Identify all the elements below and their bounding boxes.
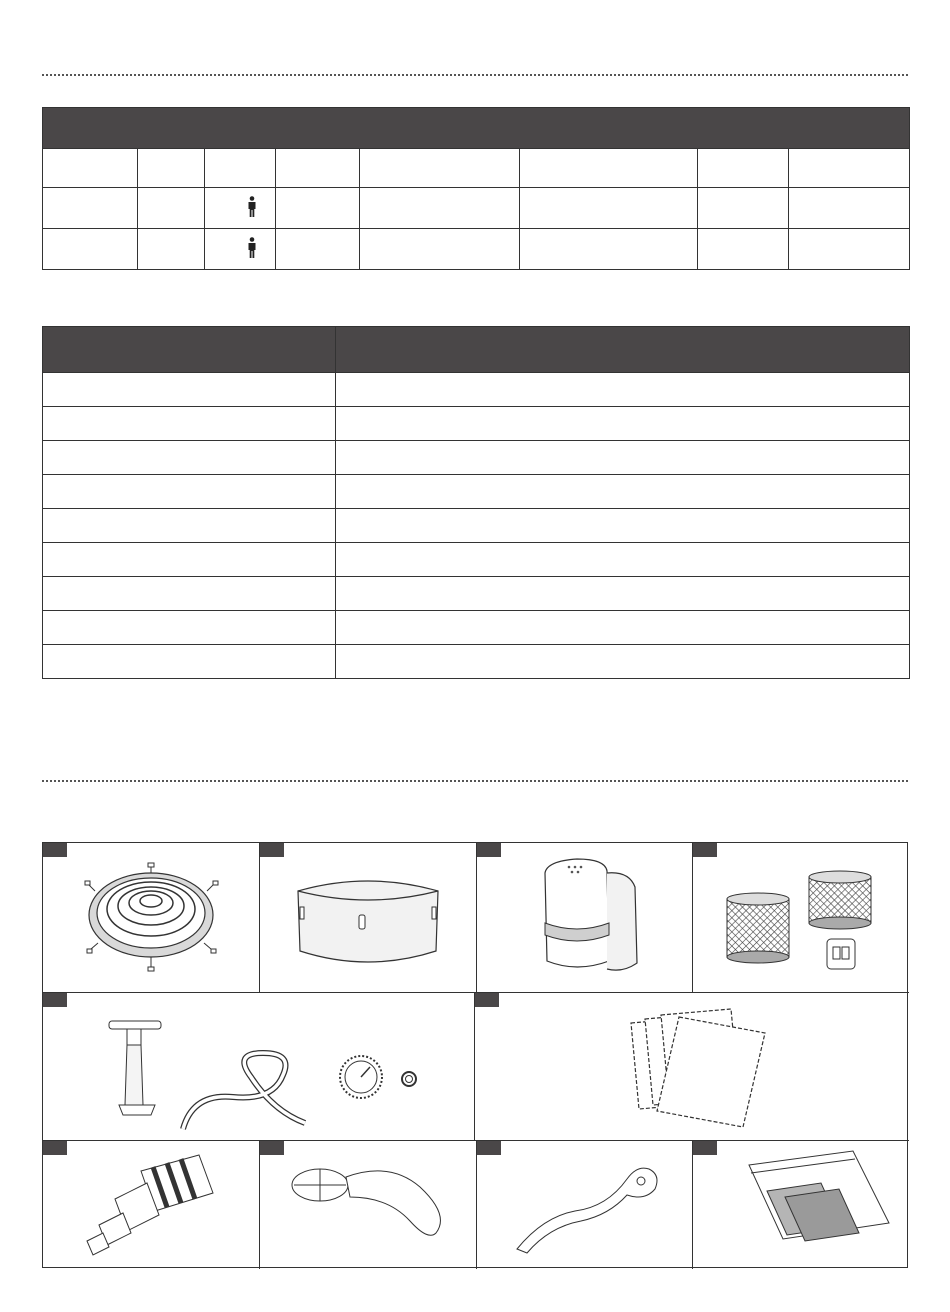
feature-row bbox=[43, 645, 910, 679]
person-icon bbox=[247, 237, 257, 259]
part-cell-5 bbox=[43, 993, 475, 1141]
spec-header-cell bbox=[698, 149, 789, 188]
spec-cell bbox=[276, 188, 360, 229]
parts-grid bbox=[42, 842, 908, 1268]
part-cell-9 bbox=[477, 1141, 693, 1269]
spec-table-title-row bbox=[43, 108, 910, 149]
spec-cell bbox=[789, 188, 910, 229]
spec-cell bbox=[43, 229, 138, 270]
feature-cell bbox=[43, 577, 336, 611]
feature-cell bbox=[336, 441, 910, 475]
spec-header-cell bbox=[520, 149, 698, 188]
control-unit-icon bbox=[477, 843, 693, 993]
feature-cell bbox=[43, 475, 336, 509]
feature-row bbox=[43, 509, 910, 543]
spec-cell bbox=[698, 229, 789, 270]
spec-header-cell bbox=[205, 149, 276, 188]
spec-table-title bbox=[43, 108, 910, 149]
feature-cell bbox=[336, 509, 910, 543]
spec-header-cell bbox=[276, 149, 360, 188]
part-cell-1 bbox=[43, 843, 260, 993]
part-cell-3 bbox=[477, 843, 693, 993]
feature-cell bbox=[43, 509, 336, 543]
feature-row bbox=[43, 475, 910, 509]
feature-row bbox=[43, 577, 910, 611]
skimmer-icon bbox=[260, 1141, 477, 1269]
feature-cell bbox=[336, 475, 910, 509]
spec-header-cell bbox=[138, 149, 205, 188]
part-cell-6 bbox=[475, 993, 909, 1141]
spec-cell-person bbox=[205, 188, 276, 229]
feature-header-cell bbox=[336, 327, 910, 373]
feature-row bbox=[43, 543, 910, 577]
spec-row bbox=[43, 229, 910, 270]
spec-row bbox=[43, 188, 910, 229]
spec-cell-person bbox=[205, 229, 276, 270]
part-cell-8 bbox=[260, 1141, 477, 1269]
repair-patch-bag-icon bbox=[693, 1141, 909, 1269]
top-divider bbox=[42, 74, 908, 76]
feature-cell bbox=[336, 577, 910, 611]
feature-cell bbox=[336, 373, 910, 407]
spec-header-cell bbox=[789, 149, 910, 188]
feature-row bbox=[43, 611, 910, 645]
part-cell-10 bbox=[693, 1141, 909, 1269]
connector-icon bbox=[43, 1141, 260, 1269]
part-cell-7 bbox=[43, 1141, 260, 1269]
spec-cell bbox=[520, 229, 698, 270]
feature-cell bbox=[43, 407, 336, 441]
pump-hose-gauge-icon bbox=[43, 993, 475, 1141]
tub-floor-icon bbox=[43, 843, 260, 993]
feature-cell bbox=[336, 407, 910, 441]
spec-header-cell bbox=[43, 149, 138, 188]
feature-row bbox=[43, 373, 910, 407]
spec-table-header bbox=[43, 149, 910, 188]
part-cell-4 bbox=[693, 843, 909, 993]
person-icon bbox=[247, 196, 257, 218]
spec-cell bbox=[789, 229, 910, 270]
feature-cell bbox=[43, 645, 336, 679]
feature-cell bbox=[336, 611, 910, 645]
spec-cell bbox=[276, 229, 360, 270]
spec-cell bbox=[43, 188, 138, 229]
feature-cell bbox=[336, 543, 910, 577]
feature-table bbox=[42, 326, 910, 679]
spec-cell bbox=[138, 229, 205, 270]
tub-wall-icon bbox=[260, 843, 477, 993]
part-cell-2 bbox=[260, 843, 477, 993]
middle-divider bbox=[42, 780, 908, 782]
feature-row bbox=[43, 407, 910, 441]
feature-row bbox=[43, 441, 910, 475]
spec-table bbox=[42, 107, 910, 270]
feature-cell bbox=[336, 645, 910, 679]
floor-mat-icon bbox=[475, 993, 909, 1141]
spec-cell bbox=[520, 188, 698, 229]
wrench-icon bbox=[477, 1141, 693, 1269]
feature-table-header bbox=[43, 327, 910, 373]
feature-cell bbox=[43, 543, 336, 577]
feature-cell bbox=[43, 441, 336, 475]
spec-cell bbox=[360, 229, 520, 270]
filter-cartridge-icon bbox=[693, 843, 909, 993]
spec-cell bbox=[138, 188, 205, 229]
spec-cell bbox=[698, 188, 789, 229]
spec-cell bbox=[360, 188, 520, 229]
feature-cell bbox=[43, 611, 336, 645]
feature-header-cell bbox=[43, 327, 336, 373]
feature-cell bbox=[43, 373, 336, 407]
spec-header-cell bbox=[360, 149, 520, 188]
